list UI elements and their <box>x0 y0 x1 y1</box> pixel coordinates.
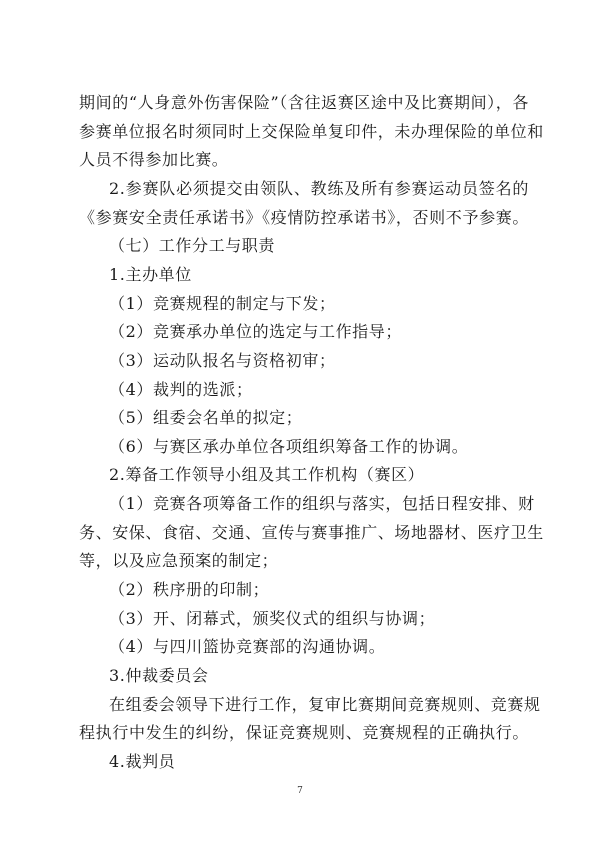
list-item: （4）裁判的选派； <box>109 380 253 399</box>
text-line: 期间的“人身意外伤害保险”（含往返赛区途中及比赛期间），各 <box>79 93 529 112</box>
list-item: （1）竞赛各项筹备工作的组织与落实，包括日程安排、财 <box>109 494 535 513</box>
subsection-heading: 2.筹备工作领导小组及其工作机构（赛区） <box>109 465 425 484</box>
text-line: 2.参赛队必须提交由领队、教练及所有参赛运动员签名的 <box>109 179 529 198</box>
text-line: 程执行中发生的纠纷，保证竞赛规则、竞赛规程的正确执行。 <box>79 723 529 742</box>
list-item: （5）组委会名单的拟定； <box>109 408 303 427</box>
text-line: 等，以及应急预案的制定； <box>79 551 279 570</box>
list-item: （6）与赛区承办单位各项组织筹备工作的协调。 <box>109 437 469 456</box>
subsection-heading: 4.裁判员 <box>109 752 176 771</box>
list-item: （3）运动队报名与资格初审； <box>109 351 336 370</box>
subsection-heading: 3.仲裁委员会 <box>109 666 209 685</box>
list-item: （2）秩序册的印制； <box>109 580 270 599</box>
text-line: 务、安保、食宿、交通、宣传与赛事推广、场地器材、医疗卫生 <box>79 523 544 542</box>
list-item: （1）竞赛规程的制定与下发； <box>109 294 336 313</box>
text-line: 参赛单位报名时须同时上交保险单复印件，未办理保险的单位和 <box>79 122 544 141</box>
subsection-heading: 1.主办单位 <box>109 265 192 284</box>
list-item: （4）与四川篮协竞赛部的沟通协调。 <box>109 637 386 656</box>
text-line: 《参赛安全责任承诺书》《疫情防控承诺书》，否则不予参赛。 <box>79 208 529 227</box>
list-item: （2）竞赛承办单位的选定与工作指导； <box>109 322 402 341</box>
text-line: 在组委会领导下进行工作，复审比赛期间竞赛规则、竞赛规 <box>109 695 541 714</box>
list-item: （3）开、闭幕式，颁奖仪式的组织与协调； <box>109 609 436 628</box>
page-number: 7 <box>297 786 303 796</box>
text-line: 人员不得参加比赛。 <box>79 150 229 169</box>
section-heading: （七）工作分工与职责 <box>109 236 276 255</box>
